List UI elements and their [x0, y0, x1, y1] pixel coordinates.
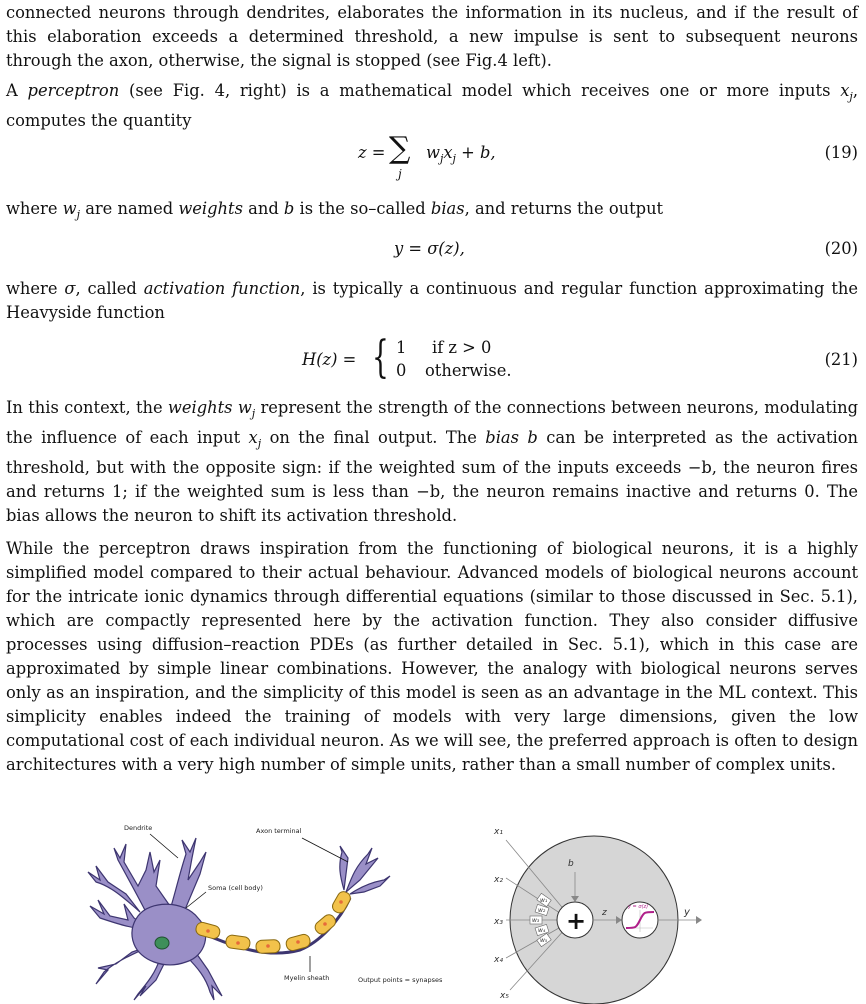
input-x3: x₃: [494, 917, 503, 927]
paragraph-perceptron-definition: A perceptron (see Fig. 4, right) is a mathematical model which receives one or more inputs $x_j$, computes the quantity: [6, 81, 859, 130]
equation-number-19: (19): [824, 143, 858, 162]
label-soma: Soma (cell body): [208, 884, 263, 892]
axon-terminal: [340, 846, 390, 894]
label-axon-terminal: Axon terminal: [256, 827, 302, 835]
weight-w3: w₃: [532, 917, 540, 924]
input-x1: x₁: [494, 827, 503, 837]
equation-number-20: (20): [824, 239, 858, 258]
bias-label: b: [568, 859, 574, 869]
input-x5: x₅: [500, 991, 509, 1001]
paragraph-biological-analogy: While the perceptron draws inspiration from the functioning of biological neurons, it is a highly simplified model compared to their actual behaviour. Advanced models of biological neurons account for the intricate ionic dynamics through differential equations (similar to those discussed in Sec. 5.1), which are compactly represented here by the activation function. They also consider diffusive processes using diffusion–reaction PDEs (as further detailed in Sec. 5.1), which in this case are approximated by simple linear combinations. However, the analogy with biological neurons serves only as an inspiration, and the simplicity of this model is seen as an advantage in the ML context. This simplicity enables indeed the training of models with very large dimensions, given the low computational cost of each individual neuron. As we will see, the preferred approach is often to design architectures with a very high number of simple units, rather than a small number of complex units.: [6, 539, 858, 774]
cases-brace: {: [372, 332, 389, 383]
weight-w5: w₅: [540, 937, 548, 944]
term-perceptron: perceptron: [27, 81, 120, 100]
equation-20: y = σ(z), (20): [394, 239, 858, 258]
paragraph-activation: where σ, called activation function, is typically a continuous and regular function approximating the Heavyside function: [6, 279, 858, 322]
weight-w4: w₄: [538, 927, 546, 934]
label-myelin-sheath: Myelin sheath: [284, 974, 330, 982]
activation-label: y = σ(z): [628, 904, 649, 910]
neuron-diagram: [88, 824, 443, 1000]
myelin-sheath-segments: [195, 889, 353, 953]
weight-w2: w₂: [538, 907, 546, 914]
soma: [132, 904, 206, 965]
paragraph-context: In this context, the weights $w_j$ represent the strength of the connections between neurons, modulating the influence of each input $x_j$ on the final output. The bias b can be interpreted as the activation threshold, but with the opposite sign: if the weighted sum of the inputs exceeds −b, the neuron fires and returns 1; if the weighted sum is less than −b, the neuron remains inactive and returns 0. The bias allows the neuron to shift its activation threshold.: [6, 398, 859, 525]
figure-4: [0, 800, 866, 1004]
equation-19: z = ∑ j $w_jx_j + b$, (19): [358, 131, 858, 181]
label-output-points: Output points = synapses: [358, 976, 443, 984]
input-x2: x₂: [494, 875, 503, 885]
equation-21: H(z) = { 1 if z > 0 0 otherwise. (21): [302, 332, 858, 383]
perceptron-diagram: [493, 827, 702, 1004]
z-label: z: [602, 908, 607, 918]
plus-symbol: +: [566, 907, 587, 935]
paragraph-weights-bias: where $w_j$ are named weights and b is the so–called bias, and returns the output: [6, 199, 664, 221]
label-dendrite: Dendrite: [124, 824, 153, 832]
equation-number-21: (21): [824, 350, 858, 369]
paper-page: [6, 0, 858, 777]
input-x4: x₄: [494, 955, 503, 965]
sum-symbol: ∑: [389, 131, 411, 166]
nucleus: [155, 937, 169, 949]
weight-w1: w₁: [540, 897, 548, 904]
paragraph-intro-continued: connected neurons through dendrites, elaborates the information in its nucleus, and if the result of this elaboration exceeds a determined threshold, a new impulse is sent to subsequent neurons through the axon, otherwise, the signal is stopped (see Fig.4 left).: [6, 3, 858, 70]
y-label: y: [684, 907, 690, 918]
